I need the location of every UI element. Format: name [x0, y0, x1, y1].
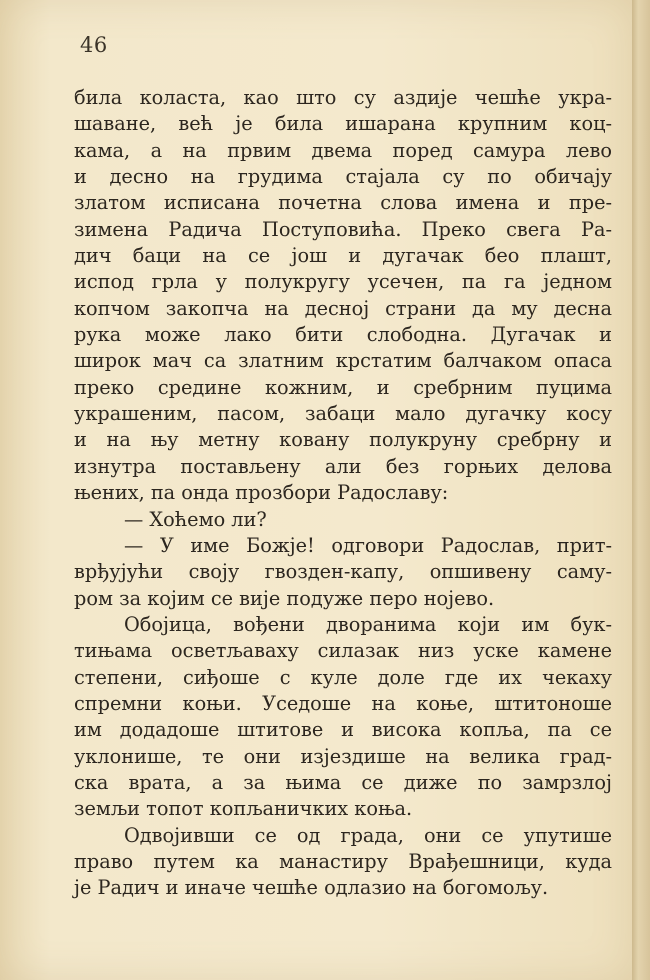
body-text — [74, 85, 612, 902]
text-line: степени, сиђоше с куле доле где их чекаху — [74, 665, 612, 689]
text-line: је Радич и иначе чешће одлазио на богомољу. — [74, 876, 549, 900]
text-line: врђујући своју гвозден-капу, опшивену саму- — [74, 560, 612, 584]
text-line: ром за којим се вије подуже перо нојево. — [74, 586, 495, 610]
text-line: и десно на грудима стајала су по обичају — [74, 165, 612, 189]
text-line: земљи топот копљаничких коња. — [74, 797, 413, 821]
text-line: била коласта, као што су аздије чешће укра- — [74, 86, 612, 109]
text-line: Обојица, вођени дворанима који им бук- — [124, 612, 612, 636]
text-line: рука може лако бити слободна. Дугачак и — [74, 323, 612, 347]
text-line: кама, а на првим двема поред самура лево — [74, 138, 612, 162]
text-line: изнутра постављену али без горњих делова — [74, 454, 612, 478]
text-line: — У име Божје! одговори Радослав, прит- — [124, 533, 612, 557]
text-line: тињама осветљаваху силазак низ уске камене — [74, 639, 612, 663]
text-line: — Хоћемо ли? — [124, 507, 267, 531]
text-line: широк мач са златним крстатим балчаком опаса — [74, 349, 612, 373]
text-line: дич баци на се још и дугачак бео плашт, — [74, 244, 612, 268]
text-line: украшеним, пасом, забаци мало дугачку косу — [74, 402, 612, 426]
text-line: преко средине кожним, и сребрним пуцима — [74, 375, 612, 399]
text-line: златом исписана почетна слова имена и пре- — [74, 191, 612, 215]
text-line: Одвојивши се од града, они се упутише — [124, 823, 612, 847]
text-line: копчом закопча на десној страни да му десна — [74, 296, 612, 320]
text-line: зимена Радича Поступовића. Преко свега Ра- — [74, 217, 612, 241]
text-line: ска врата, а за њима се диже по замрзлој — [74, 770, 612, 794]
text-line: уклонише, те они изјездише на велика град- — [74, 744, 612, 768]
page-number: 46 — [80, 33, 108, 57]
text-line: шаване, већ је била ишарана крупним коц- — [74, 112, 612, 136]
text-line: им додадоше штитове и висока копља, па се — [74, 718, 612, 742]
page-edge — [632, 0, 650, 980]
text-line: испод грла у полукругу усечен, па га једном — [74, 270, 612, 294]
text-line: спремни коњи. Уседоше на коње, штитоноше — [74, 691, 612, 715]
text-line: и на њу метну ковану полукруну сребрну и — [74, 428, 612, 452]
text-line: њених, па онда прозбори Радославу: — [74, 481, 449, 505]
text-line: право путем ка манастиру Врађешници, куда — [74, 849, 612, 873]
